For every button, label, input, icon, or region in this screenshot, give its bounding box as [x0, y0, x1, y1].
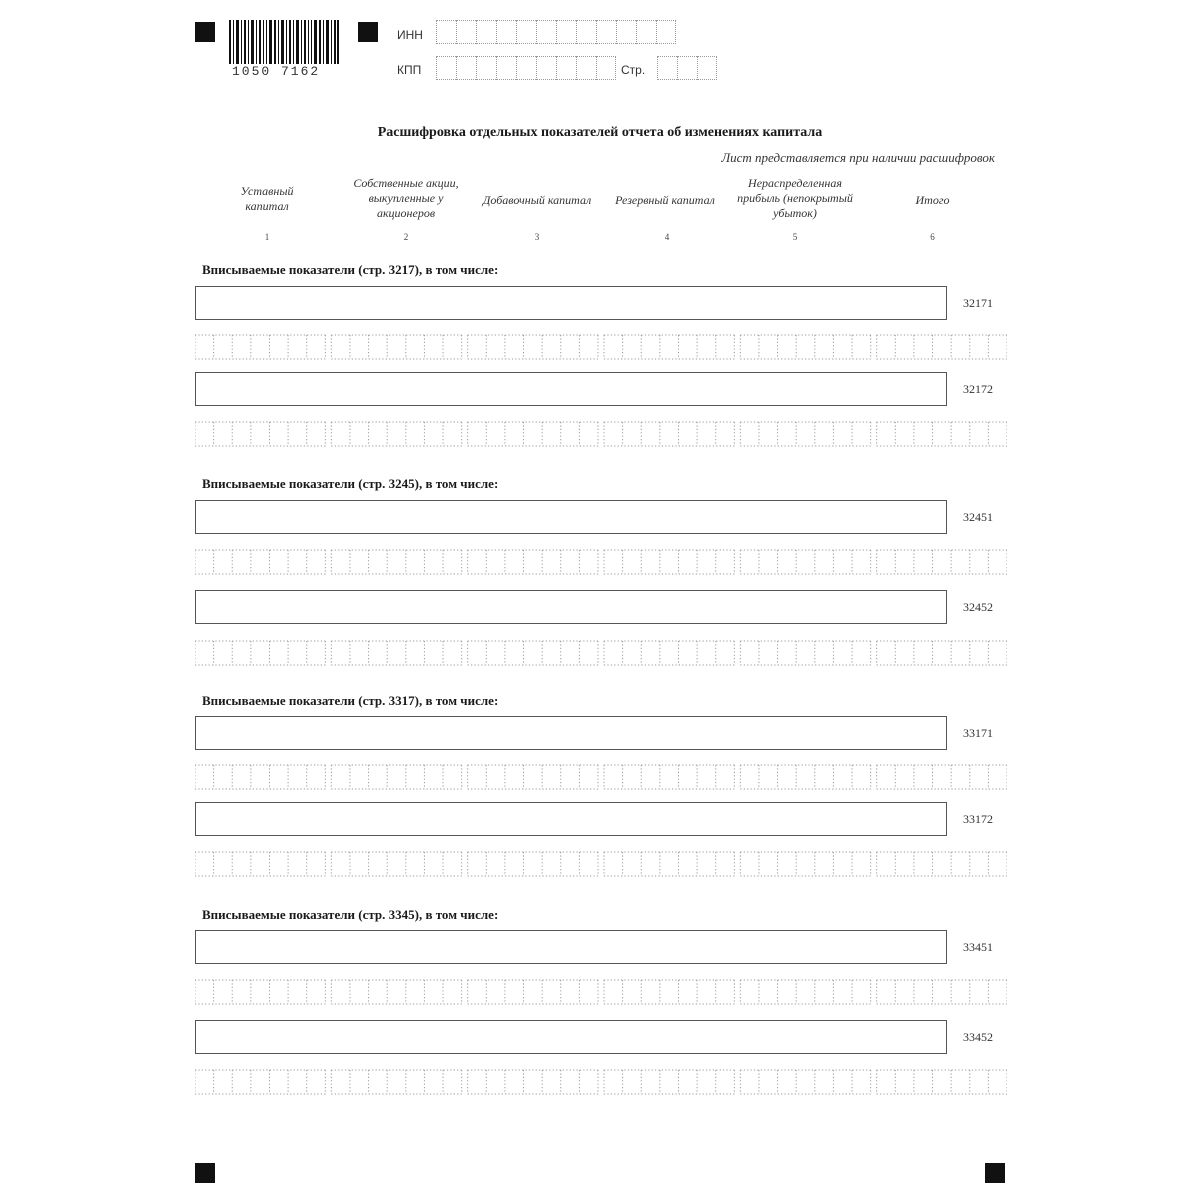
column-header-1: Уставный капитал	[240, 184, 294, 213]
digit-cell[interactable]	[496, 56, 516, 80]
line-code-32172: 32172	[963, 382, 993, 396]
column-number-3: 3	[534, 232, 540, 242]
page-subtitle: Лист представляется при наличии расшифровок	[721, 150, 995, 165]
column-header-4: Резервный капитал	[615, 193, 715, 207]
alignment-marker-top-left	[195, 22, 215, 42]
digit-cell[interactable]	[476, 56, 496, 80]
column-header-3: Добавочный капитал	[482, 193, 592, 207]
digit-cell[interactable]	[677, 56, 697, 80]
barcode-number: 1050 7162	[232, 64, 321, 79]
digit-cell[interactable]	[596, 20, 616, 44]
page-label: Стр.	[621, 63, 646, 77]
indicator-name-input-33452[interactable]	[195, 1020, 947, 1054]
line-code-33172: 33172	[963, 812, 993, 826]
digit-cell[interactable]	[657, 56, 677, 80]
digit-cell[interactable]	[436, 56, 456, 80]
alignment-marker-bottom-right	[985, 1163, 1005, 1183]
barcode	[229, 20, 339, 64]
line-code-33451: 33451	[963, 940, 993, 954]
section-label-3317: Вписываемые показатели (стр. 3317), в том числе:	[202, 693, 499, 708]
line-code-32452: 32452	[963, 600, 993, 614]
digit-cell[interactable]	[536, 56, 556, 80]
indicator-name-input-32451[interactable]	[195, 500, 947, 534]
digit-cell[interactable]	[656, 20, 676, 44]
value-cells-32171[interactable]	[195, 334, 1007, 360]
digit-cell[interactable]	[456, 20, 476, 44]
value-cells-32172[interactable]	[195, 421, 1007, 447]
value-cells-33452[interactable]	[195, 1069, 1007, 1095]
page-number-input[interactable]	[657, 56, 717, 80]
digit-cell[interactable]	[556, 56, 576, 80]
digit-cell[interactable]	[616, 20, 636, 44]
line-code-32171: 32171	[963, 296, 993, 310]
inn-label: ИНН	[397, 28, 423, 42]
section-label-3217: Вписываемые показатели (стр. 3217), в том числе:	[202, 262, 499, 277]
digit-cell[interactable]	[576, 20, 596, 44]
line-code-33452: 33452	[963, 1030, 993, 1044]
value-cells-32451[interactable]	[195, 549, 1007, 575]
digit-cell[interactable]	[697, 56, 717, 80]
indicator-name-input-33172[interactable]	[195, 802, 947, 836]
digit-cell[interactable]	[476, 20, 496, 44]
column-header-5: Нераспределенная прибыль (непокрытый убыток)	[737, 176, 853, 220]
indicator-name-input-33451[interactable]	[195, 930, 947, 964]
column-number-5: 5	[792, 232, 798, 242]
section-label-3345: Вписываемые показатели (стр. 3345), в том числе:	[202, 907, 499, 922]
indicator-name-input-33171[interactable]	[195, 716, 947, 750]
digit-cell[interactable]	[576, 56, 596, 80]
digit-cell[interactable]	[456, 56, 476, 80]
digit-cell[interactable]	[436, 20, 456, 44]
indicator-name-input-32452[interactable]	[195, 590, 947, 624]
value-cells-32452[interactable]	[195, 640, 1007, 666]
kpp-input[interactable]	[436, 56, 616, 80]
indicator-name-input-32172[interactable]	[195, 372, 947, 406]
digit-cell[interactable]	[596, 56, 616, 80]
section-label-3245: Вписываемые показатели (стр. 3245), в том числе:	[202, 476, 499, 491]
alignment-marker-bottom-left	[195, 1163, 215, 1183]
value-cells-33172[interactable]	[195, 851, 1007, 877]
value-cells-33451[interactable]	[195, 979, 1007, 1005]
inn-input[interactable]	[436, 20, 676, 44]
digit-cell[interactable]	[516, 56, 536, 80]
digit-cell[interactable]	[516, 20, 536, 44]
indicator-name-input-32171[interactable]	[195, 286, 947, 320]
column-header-2: Собственные акции, выкупленные у акционеров	[353, 176, 459, 220]
column-number-4: 4	[664, 232, 670, 242]
column-number-6: 6	[930, 232, 935, 242]
column-header-6: Итого	[915, 193, 950, 207]
column-number-1: 1	[264, 232, 270, 242]
digit-cell[interactable]	[536, 20, 556, 44]
kpp-label: КПП	[397, 63, 422, 77]
line-code-33171: 33171	[963, 726, 993, 740]
digit-cell[interactable]	[636, 20, 656, 44]
alignment-marker-top-center	[358, 22, 378, 42]
value-cells-33171[interactable]	[195, 764, 1007, 790]
digit-cell[interactable]	[496, 20, 516, 44]
digit-cell[interactable]	[556, 20, 576, 44]
line-code-32451: 32451	[963, 510, 993, 524]
page-title: Расшифровка отдельных показателей отчета об изменениях капитала	[377, 125, 823, 140]
column-number-2: 2	[403, 232, 409, 242]
